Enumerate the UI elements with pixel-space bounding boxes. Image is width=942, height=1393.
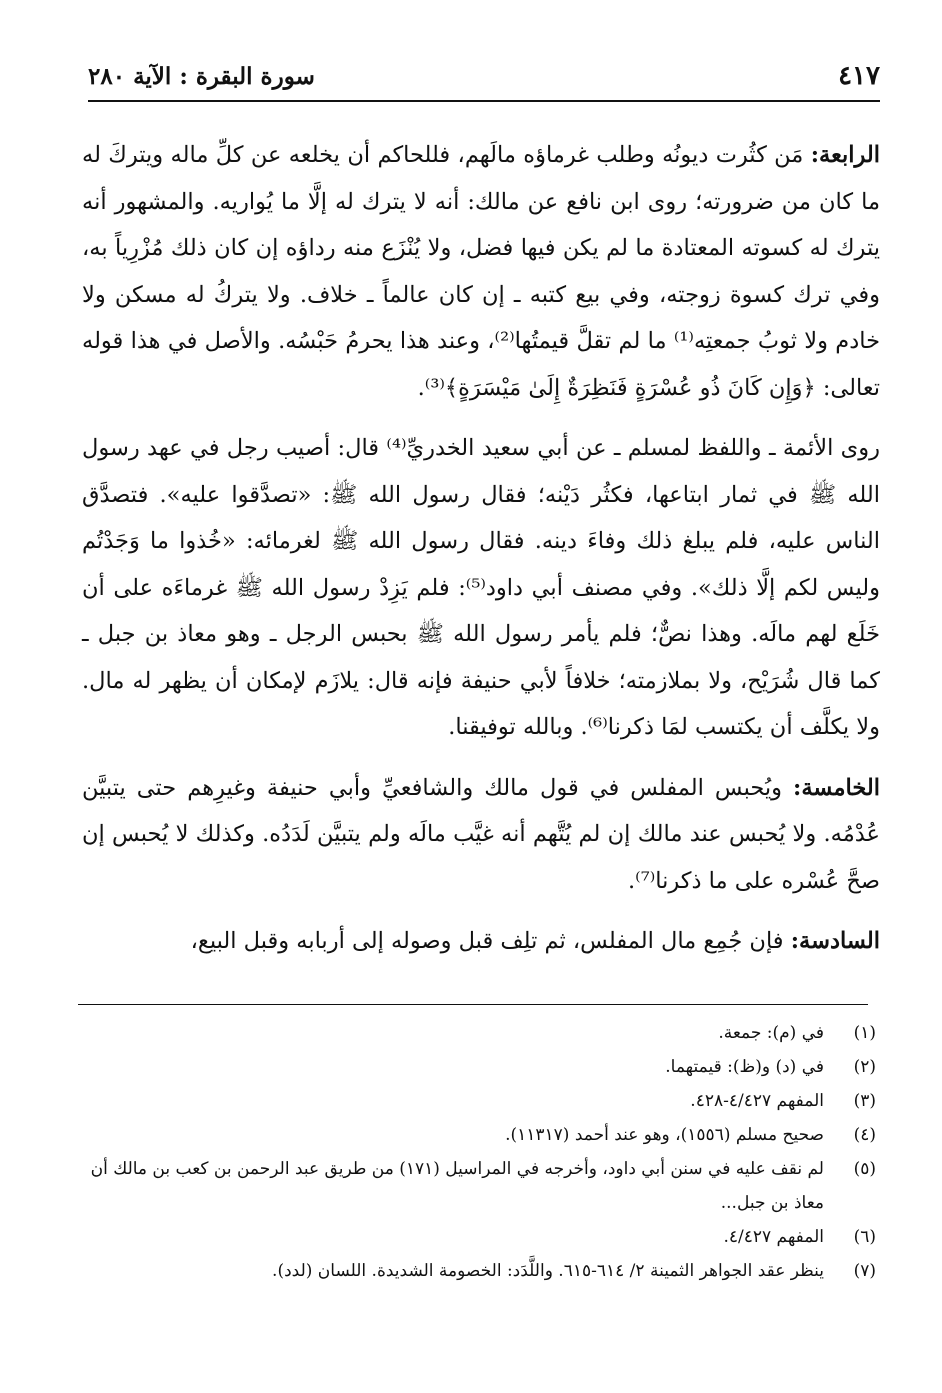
- footnote-number: (٢): [853, 1057, 876, 1077]
- footnote-number: (٧): [853, 1261, 876, 1281]
- footnote-text: لم نقف عليه في سنن أبي داود، وأخرجه في المراسيل (١٧١) من طريق عبد الرحمن بن كعب بن مالك أن معاذ بن جبل...: [90, 1159, 824, 1213]
- footnote-item: [82, 1016, 876, 1050]
- footnote-text: في (م): جمعة.: [718, 1023, 824, 1043]
- footnote-item: [82, 1152, 876, 1220]
- paragraph-fourth: [82, 132, 880, 411]
- section-lead-sixth: السادسة:: [790, 928, 880, 954]
- footnote-number: (٦): [853, 1227, 876, 1247]
- footnote-text: المفهم ٤/٤٢٧.: [723, 1227, 824, 1247]
- running-title: سورة البقرة : الآية ٢٨٠: [88, 62, 315, 90]
- footnote-text: صحيح مسلم (١٥٥٦)، وهو عند أحمد (١١٣١٧).: [505, 1125, 824, 1145]
- page-number: ٤١٧: [838, 61, 880, 91]
- paragraph-fifth: [82, 765, 880, 905]
- footnote-item: [82, 1084, 876, 1118]
- paragraph-sixth: [82, 918, 880, 965]
- main-text: [82, 132, 880, 979]
- paragraph-text: فإن جُمِع مال المفلس، ثم تلِف قبل وصوله إلى أربابه وقبل البيع،: [190, 928, 791, 954]
- footnote-number: (٥): [853, 1159, 876, 1179]
- footnote-number: (٤): [853, 1125, 876, 1145]
- paragraph-text: ويُحبس المفلس في قول مالك والشافعيِّ وأبي حنيفة وغيرِهم حتى يتبيَّن عُدْمُه. ولا يُحبس عند مالك إن لم يُتَّهم أنه غيَّب مالَه ولم يتبيَّن لَدَدُه. وكذلك لا يُحبس إن صحَّ عُسْره على ما ذكرنا⁽⁷⁾.: [82, 774, 880, 894]
- paragraph-hadith: روى الأئمة ـ واللفظ لمسلم ـ عن أبي سعيد الخدريِّ⁽⁴⁾ قال: أصيب رجل في عهد رسول الله ﷺ في ثمار ابتاعها، فكثُر دَيْنه؛ فقال رسول الله ﷺ: «تصدَّقوا عليه». فتصدَّق الناس عليه، فلم يبلغ ذلك وفاءَ دينه. فقال رسول الله ﷺ لغرمائه: «خُذوا ما وَجَدْتُم وليس لكم إلَّا ذلك». وفي مصنف أبي داود⁽⁵⁾: فلم يَزِدْ رسول الله ﷺ غرماءَه على أن خَلَع لهم مالَه. وهذا نصٌّ؛ فلم يأمر رسول الله ﷺ بحبس الرجل ـ وهو معاذ بن جبل ـ كما قال شُرَيْح، ولا بملازمته؛ خلافاً لأبي حنيفة فإنه قال: يلازَم لإمكان أن يظهر له مال. ولا يكلَّف أن يكتسب لمَا ذكرنا⁽⁶⁾. وبالله توفيقنا.: [82, 435, 881, 740]
- section-lead-fourth: الرابعة:: [810, 142, 880, 168]
- footnote-text: في (د) و(ظ): قيمتهما.: [665, 1057, 824, 1077]
- section-lead-fifth: الخامسة:: [793, 774, 880, 801]
- footnote-number: (١): [853, 1023, 876, 1043]
- footnote-text: المفهم ٤/٤٢٧-٤٢٨.: [690, 1091, 824, 1111]
- footnote-item: [82, 1254, 876, 1288]
- paragraph-text: مَن كثُرت ديونُه وطلب غرماؤه مالَهم، فللحاكم أن يخلعه عن كلِّ ماله ويتركَ له ما كان من ضرورته؛ روى ابن نافع عن مالك: أنه لا يترك له إلَّا ما يُواريه. والمشهور أنه يترك له كسوته المعتادة ما لم يكن فيها فضل، ولا يُنْزَع منه رداؤه إن كان ذلك مُزْرِياً به، وفي ترك كسوة زوجته، وفي بيع كتبه ـ إن كان عالماً ـ خلاف. ولا يتركُ له مسكن ولا خادم ولا ثوبُ جمعتِه⁽¹⁾ ما لم تقلَّ قيمتُها⁽²⁾، وعند هذا يحرمُ حَبْسُه. والأصل في هذا قوله تعالى: ﴿وَإِن كَانَ ذُو عُسْرَةٍ فَنَظِرَةٌ إِلَىٰ مَيْسَرَةٍ﴾⁽³⁾.: [82, 142, 880, 401]
- footnote-number: (٣): [853, 1091, 876, 1111]
- page-header: [88, 52, 880, 102]
- footnote-item: [82, 1050, 876, 1084]
- footnote-item: [82, 1118, 876, 1152]
- footnotes: [82, 1016, 876, 1288]
- footnote-separator: [78, 1004, 868, 1005]
- footnote-text: ينظر عقد الجواهر الثمينة ٢/ ٦١٤-٦١٥. واللَّدَد: الخصومة الشديدة. اللسان (لدد).: [272, 1261, 824, 1281]
- footnote-item: [82, 1220, 876, 1254]
